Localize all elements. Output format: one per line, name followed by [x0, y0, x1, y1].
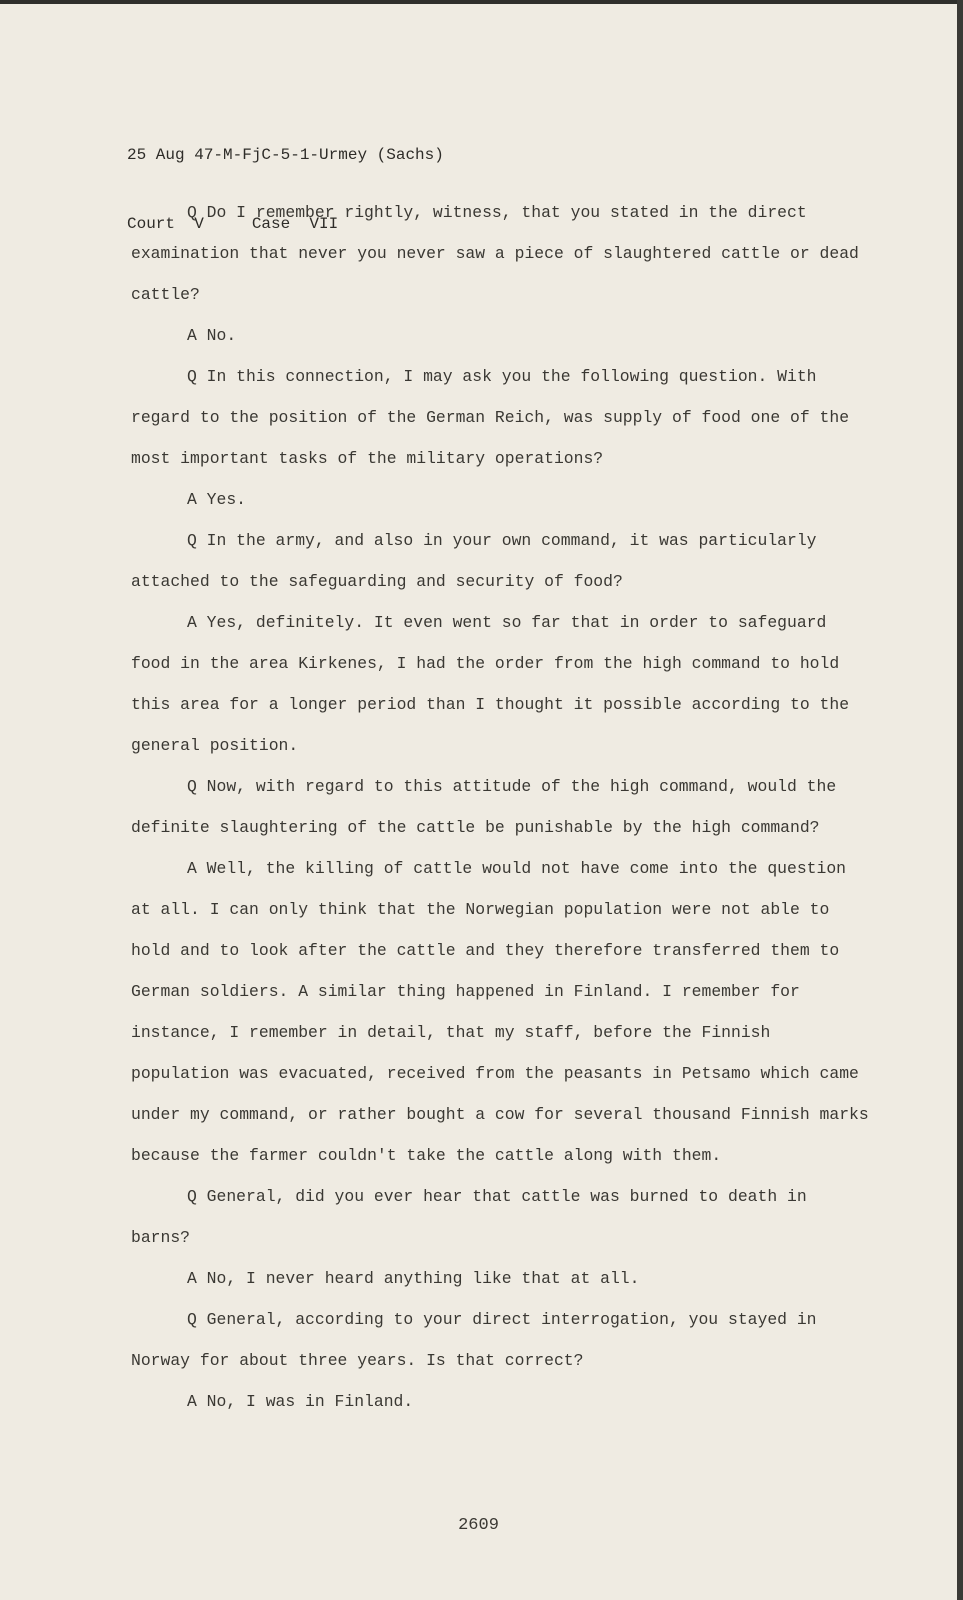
- scan-edge: [957, 0, 963, 1600]
- transcript-paragraph: Q General, according to your direct interrogation, you stayed in Norway for about three years. Is that correct?: [131, 1310, 817, 1370]
- transcript-paragraph: A Yes, definitely. It even went so far that in order to safeguard food in the area Kirkenes, I had the order from the high command to hold this area for a longer period than I thought it possible according to the general position.: [131, 613, 850, 755]
- transcript-paragraph: A No.: [187, 326, 237, 345]
- transcript-paragraph: Q General, did you ever hear that cattle was burned to death in barns?: [131, 1187, 807, 1247]
- transcript-paragraph: A No, I never heard anything like that at all.: [187, 1269, 640, 1288]
- transcript-body: [131, 192, 871, 1422]
- header-line-2: Court V Case VII: [127, 215, 339, 233]
- header-line-1: 25 Aug 47-M-FjC-5-1-Urmey (Sachs): [127, 146, 444, 164]
- transcript-paragraph: Q Do I remember rightly, witness, that you stated in the direct examination that never you never saw a piece of slaughtered cattle or dead cattle?: [131, 203, 859, 304]
- transcript-paragraph: Q In this connection, I may ask you the following question. With regard to the position of the German Reich, was supply of food one of the most important tasks of the military operations?: [131, 367, 850, 468]
- transcript-paragraph: A Yes.: [187, 490, 247, 509]
- page-number: 2609: [458, 1516, 499, 1535]
- transcript-paragraph: Q In the army, and also in your own command, it was particularly attached to the safeguarding and security of food?: [131, 531, 817, 591]
- transcript-paragraph: Q Now, with regard to this attitude of the high command, would the definite slaughtering of the cattle be punishable by the high command?: [131, 777, 837, 837]
- transcript-paragraph: A No, I was in Finland.: [187, 1392, 414, 1411]
- document-page: [0, 4, 957, 1600]
- transcript-paragraph: A Well, the killing of cattle would not have come into the question at all. I can only think that the Norwegian population were not able to hold and to look after the cattle and they therefore transferred them to German soldiers. A similar thing happened in Finland. I remember for instance, I remember in detail, that my staff, before the Finnish population was evacuated, received from the peasants in Petsamo which came under my command, or rather bought a cow for several thousand Finnish marks because the farmer couldn't take the cattle along with them.: [131, 859, 869, 1165]
